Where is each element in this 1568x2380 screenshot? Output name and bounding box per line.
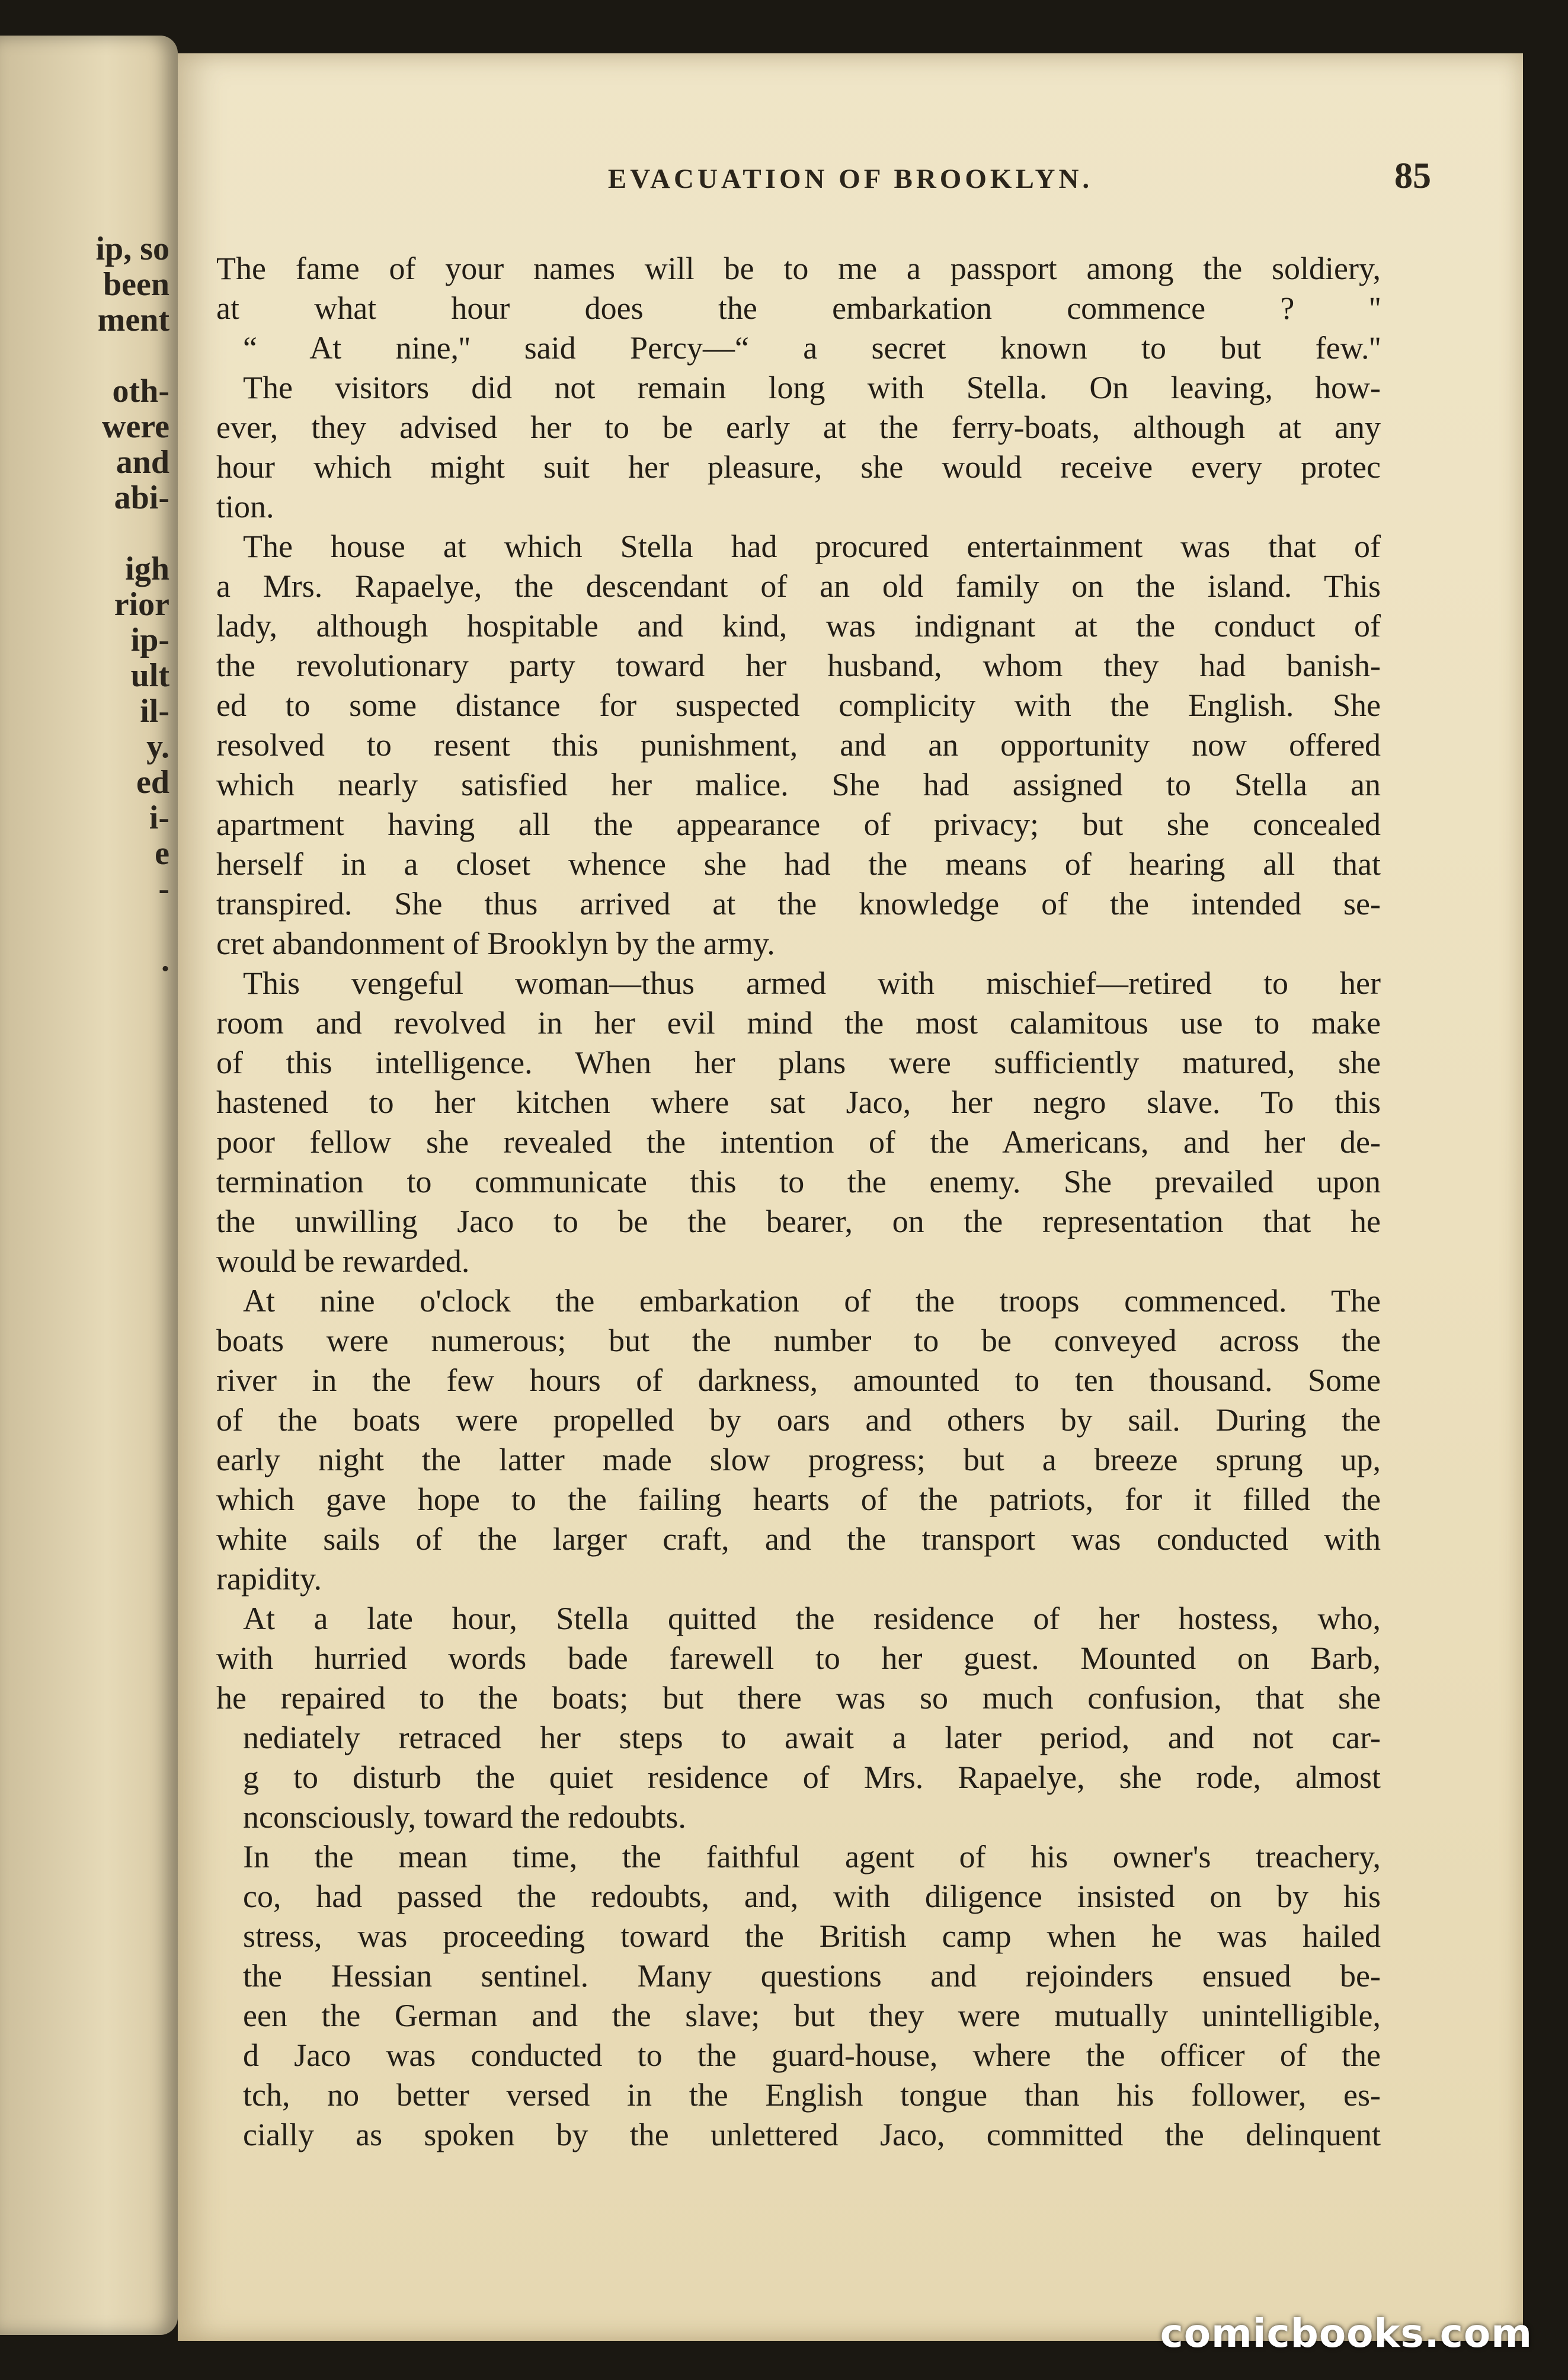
text-line: poor fellow she revealed the intention of the Americans, and her de-	[216, 1124, 1381, 1160]
text-line: herself in a closet whence she had the means of hearing all that	[216, 846, 1381, 882]
text-line: This vengeful woman—thus armed with mischief—retired to her	[243, 965, 1381, 1001]
text-line: of this intelligence. When her plans were sufficiently matured, she	[216, 1045, 1381, 1080]
text-line: tion.	[216, 489, 274, 524]
facing-page-fragment: y.	[146, 728, 169, 765]
text-line: white sails of the larger craft, and the transport was conducted with	[216, 1521, 1381, 1557]
facing-page-fragment: ed	[136, 764, 169, 801]
text-line: which nearly satisfied her malice. She had assigned to Stella an	[216, 767, 1381, 802]
facing-page-fragment	[0, 338, 178, 373]
text-line: d Jaco was conducted to the guard-house, where the officer of the	[243, 2037, 1381, 2073]
text-line: transpired. She thus arrived at the knowledge of the intended se-	[216, 886, 1381, 922]
text-line: nconsciously, toward the redoubts.	[243, 1799, 686, 1835]
text-line: apartment having all the appearance of privacy; but she concealed	[216, 807, 1381, 842]
text-line: tch, no better versed in the English tongue than his follower, es-	[243, 2077, 1381, 2113]
site-watermark: comicbooks.com	[1160, 2311, 1532, 2356]
text-line: a Mrs. Rapaelye, the descendant of an old family on the island. This	[216, 568, 1381, 604]
facing-page-fragment: igh	[125, 551, 169, 587]
text-line: which gave hope to the failing hearts of the patriots, for it filled the	[216, 1482, 1381, 1517]
text-line: ed to some distance for suspected complicity with the English. She	[216, 687, 1381, 723]
text-line: stress, was proceeding toward the British camp when he was hailed	[243, 1918, 1381, 1954]
facing-page-edge	[0, 36, 178, 2335]
text-line: termination to communicate this to the enemy. She prevailed upon	[216, 1164, 1381, 1199]
text-line: river in the few hours of darkness, amounted to ten thousand. Some	[216, 1362, 1381, 1398]
text-line: at what hour does the embarkation commence ? ''	[216, 290, 1381, 326]
facing-page-fragment: oth-	[112, 373, 169, 410]
text-line: een the German and the slave; but they were mutually unintelligible,	[243, 1998, 1381, 2033]
text-line: In the mean time, the faithful agent of his owner's treachery,	[243, 1839, 1381, 1874]
text-line: The house at which Stella had procured entertainment was that of	[243, 529, 1381, 564]
text-line: with hurried words bade farewell to her guest. Mounted on Barb,	[216, 1640, 1381, 1676]
text-line: room and revolved in her evil mind the most calamitous use to make	[216, 1005, 1381, 1041]
text-line: nediately retraced her steps to await a later period, and not car-	[243, 1720, 1381, 1755]
facing-page-text	[0, 231, 178, 978]
facing-page-fragment: il-	[140, 693, 169, 730]
running-head: EVACUATION OF BROOKLYN.	[607, 164, 1093, 194]
text-line: rapidity.	[216, 1561, 322, 1597]
facing-page-fragment: were	[102, 408, 169, 445]
text-line: g to disturb the quiet residence of Mrs. Rapaelye, she rode, almost	[243, 1760, 1381, 1795]
text-line: The fame of your names will be to me a passport among the soldiery,	[216, 251, 1381, 286]
text-line: the unwilling Jaco to be the bearer, on the representation that he	[216, 1204, 1381, 1239]
page-number: 85	[1394, 156, 1431, 196]
facing-page-fragment	[0, 516, 178, 551]
facing-page-fragment: ip-	[130, 622, 169, 658]
text-line: cret abandonment of Brooklyn by the army.	[216, 926, 775, 961]
facing-page-fragment	[0, 907, 178, 942]
page-body-text	[216, 249, 1381, 2155]
facing-page-fragment: rior	[114, 586, 169, 623]
text-line: At a late hour, Stella quitted the residence of her hostess, who,	[243, 1601, 1381, 1636]
text-line: the Hessian sentinel. Many questions and rejoinders ensued be-	[243, 1958, 1381, 1994]
text-line: co, had passed the redoubts, and, with diligence insisted on by his	[243, 1879, 1381, 1914]
text-line: of the boats were propelled by oars and others by sail. During the	[216, 1402, 1381, 1438]
text-line: hour which might suit her pleasure, she would receive every protec	[216, 449, 1381, 485]
text-line: “ At nine,'' said Percy—“ a secret known to but few.''	[243, 330, 1381, 366]
text-line: lady, although hospitable and kind, was indignant at the conduct of	[216, 608, 1381, 644]
text-line: would be rewarded.	[216, 1243, 470, 1279]
text-line: he repaired to the boats; but there was so much confusion, that she	[216, 1680, 1381, 1716]
text-line: the revolutionary party toward her husband, whom they had banish-	[216, 648, 1381, 683]
text-line: The visitors did not remain long with Stella. On leaving, how-	[243, 370, 1381, 405]
facing-page-fragment: been	[103, 266, 169, 303]
facing-page-fragment: .	[161, 942, 169, 978]
facing-page-fragment: i-	[149, 799, 169, 836]
facing-page-fragment: abi-	[114, 479, 169, 516]
facing-page-fragment: e	[155, 835, 169, 872]
text-line: boats were numerous; but the number to be conveyed across the	[216, 1323, 1381, 1358]
text-line: ever, they advised her to be early at the ferry-boats, although at any	[216, 410, 1381, 445]
text-line: resolved to resent this punishment, and an opportunity now offered	[216, 727, 1381, 763]
facing-page-fragment: -	[158, 871, 169, 907]
text-line: early night the latter made slow progress; but a breeze sprung up,	[216, 1442, 1381, 1477]
text-line: At nine o'clock the embarkation of the troops commenced. The	[243, 1283, 1381, 1319]
book-page	[178, 53, 1523, 2341]
text-line: cially as spoken by the unlettered Jaco, committed the delinquent	[243, 2117, 1381, 2152]
facing-page-fragment: and	[116, 444, 169, 481]
text-line: hastened to her kitchen where sat Jaco, her negro slave. To this	[216, 1085, 1381, 1120]
facing-page-fragment: ip, so	[95, 231, 169, 267]
facing-page-fragment: ment	[97, 302, 169, 338]
facing-page-fragment: ult	[130, 657, 169, 694]
